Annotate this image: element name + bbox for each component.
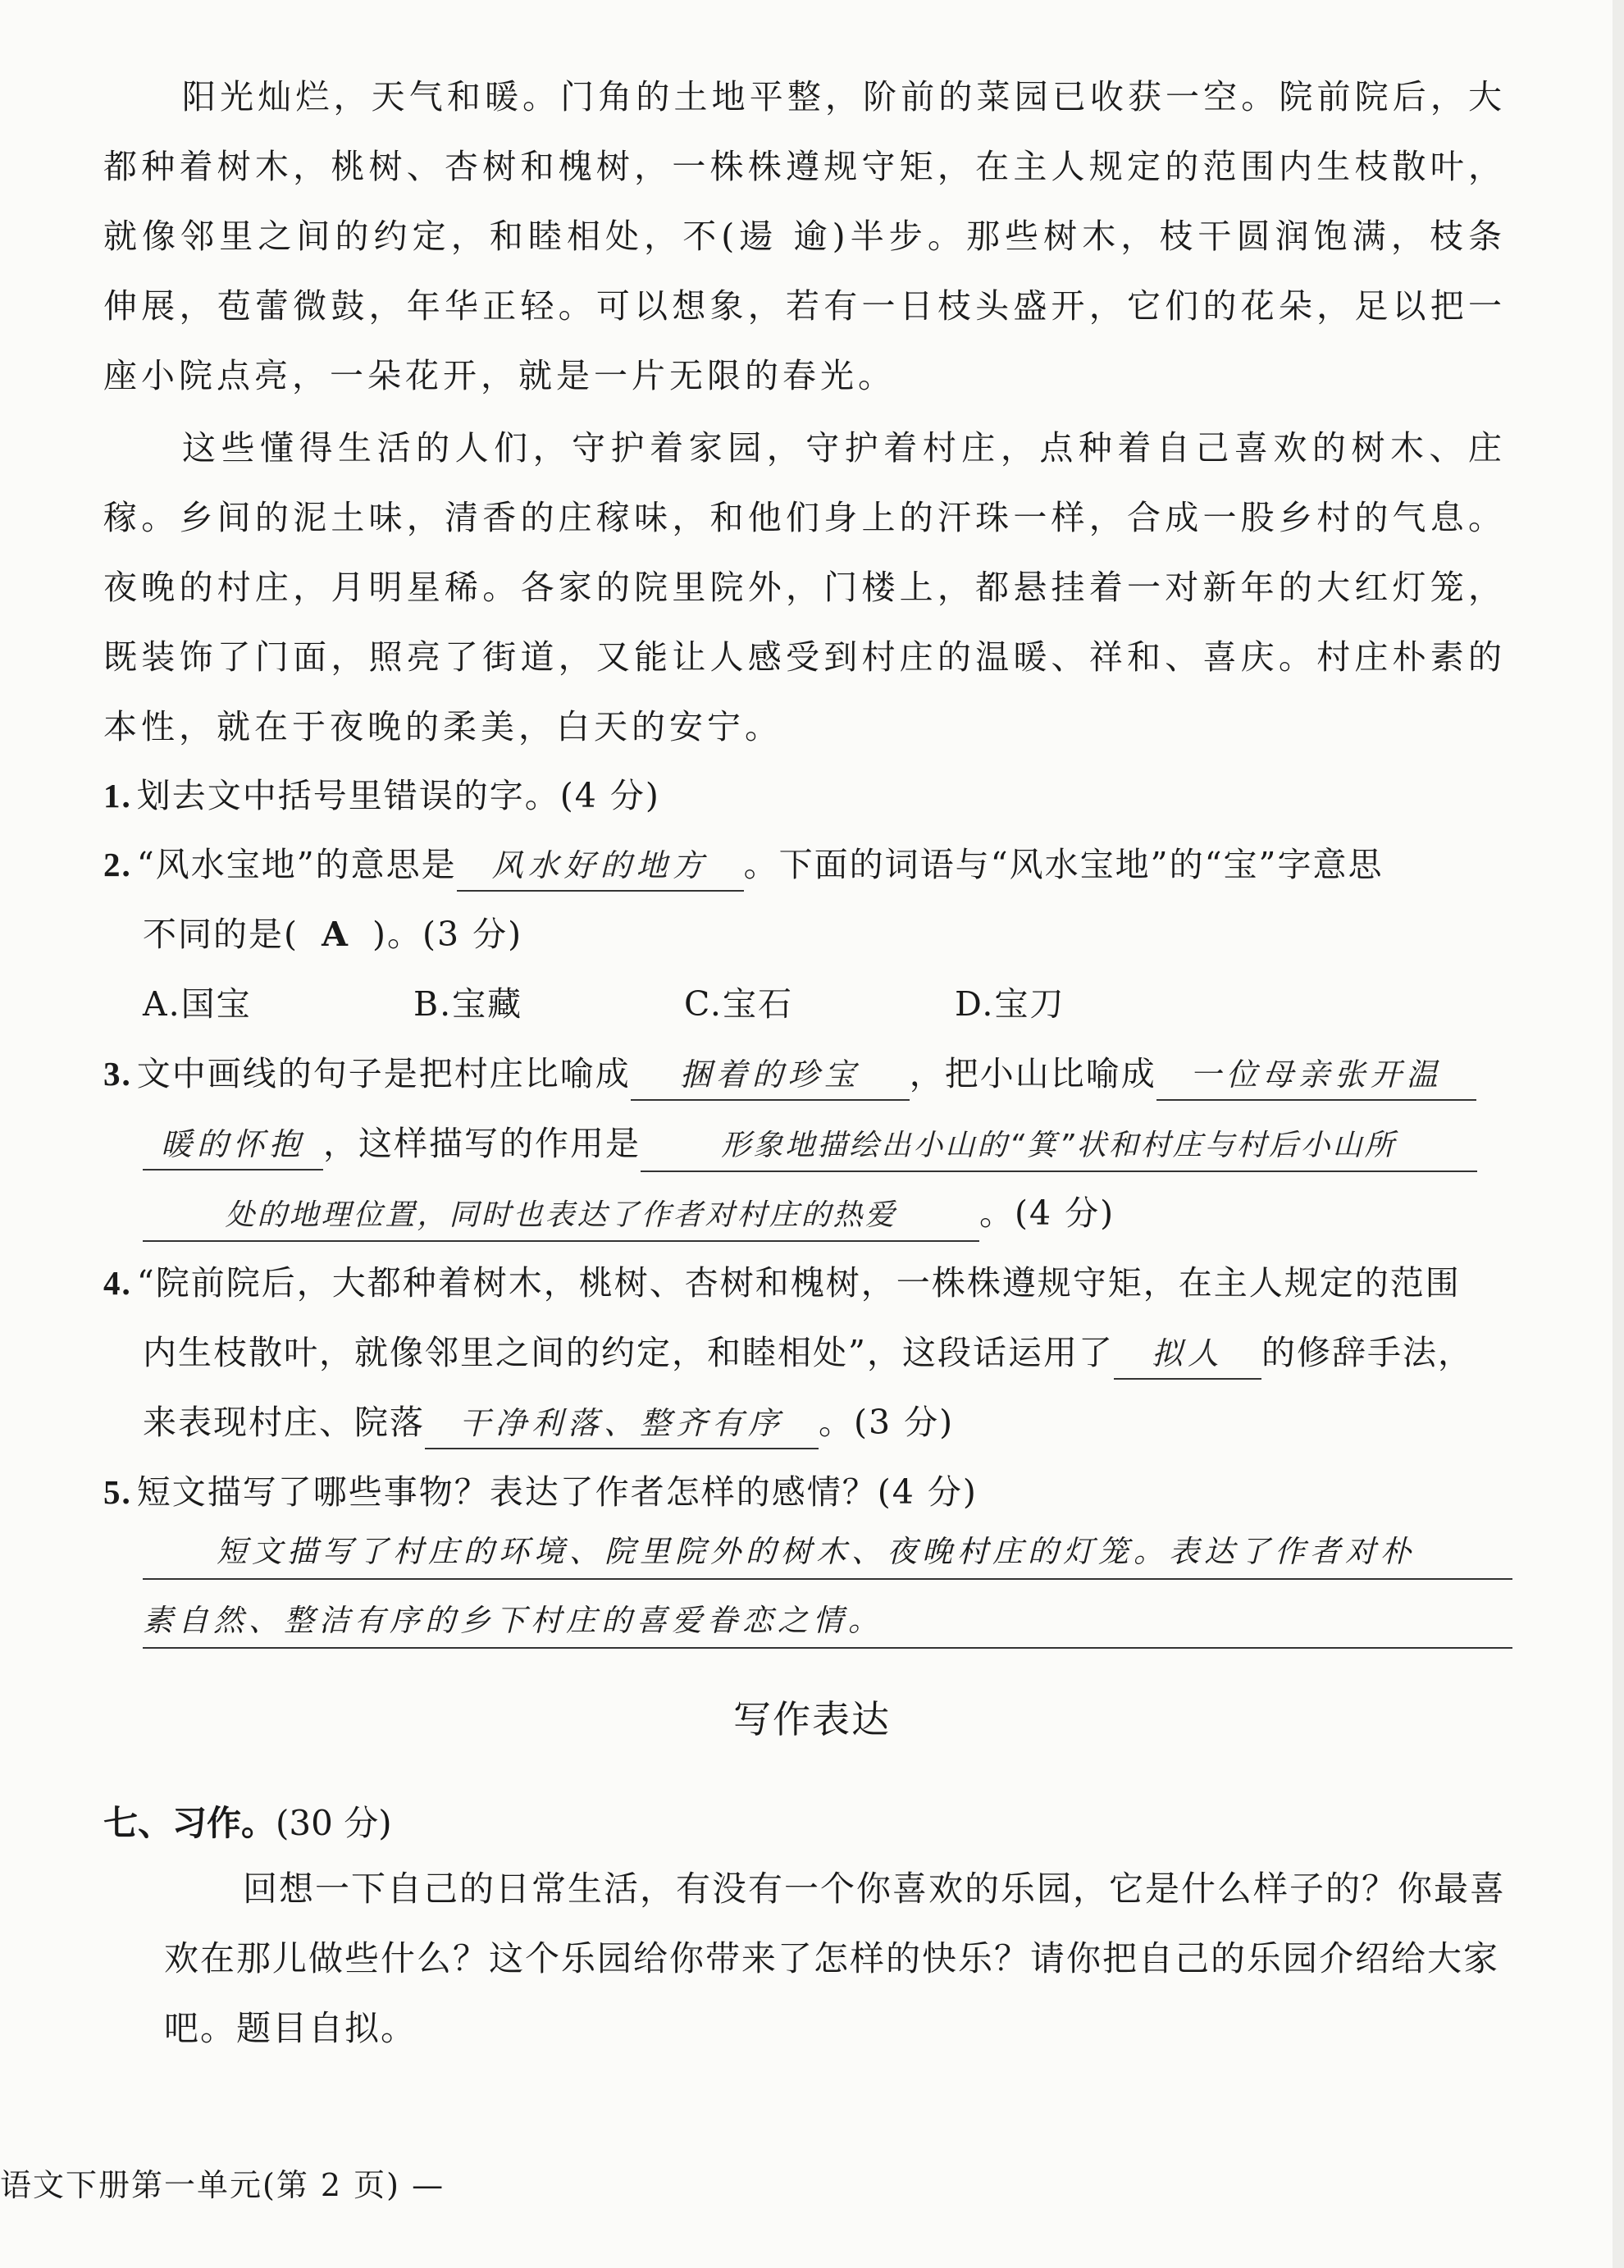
question-number: 5.: [103, 1473, 132, 1511]
question-3-line-2: [143, 1109, 1512, 1179]
writing-prompt: 回想一下自己的日常生活，有没有一个你喜欢的乐园，它是什么样子的？你最喜欢在那儿做些什么？这个乐园给你带来了怎样的快乐？请你把自己的乐园介绍给大家吧。题目自拟。: [164, 1869, 1507, 2048]
part-7-label: 七、习作。: [103, 1803, 276, 1843]
question-1: [103, 761, 1514, 831]
question-text: 短文描写了哪些事物？表达了作者怎样的感情？(4 分): [136, 1472, 978, 1512]
question-text: “院前院后，大都种着树木，桃树、杏树和槐树，一株株遵规守矩，在主人规定的范围: [136, 1263, 1461, 1303]
question-2-continued: [143, 900, 1512, 970]
question-text: 不同的是(: [143, 915, 299, 954]
question-4-line-2: [143, 1318, 1512, 1388]
question-text: 的修辞手法，: [1261, 1333, 1473, 1372]
question-2: [103, 830, 1514, 900]
answer-choice[interactable]: A: [322, 915, 349, 954]
question-text: )。(3 分): [372, 915, 523, 954]
question-text: “风水宝地”的意思是: [136, 845, 457, 884]
question-text: 。(4 分): [979, 1193, 1115, 1233]
page-edge-shadow: [1613, 0, 1624, 2268]
question-text: 。(3 分): [819, 1403, 955, 1442]
section-title: 写作表达: [733, 1697, 891, 1741]
part-7-title: [103, 1796, 392, 1846]
question-number: 2.: [103, 846, 132, 883]
option-b[interactable]: B.宝藏: [413, 984, 523, 1024]
question-text: 文中画线的句子是把村庄比喻成: [136, 1054, 631, 1093]
answer-blank[interactable]: 风水好的地方: [457, 841, 744, 892]
question-number: 3.: [103, 1055, 132, 1093]
question-number: 1.: [103, 777, 132, 815]
page-footer: 语文下册第一单元(第 2 页) —: [0, 2167, 445, 2203]
question-3-line-3: [143, 1179, 1512, 1248]
question-text: 来表现村庄、院落: [143, 1403, 425, 1442]
answer-blank[interactable]: 拟人: [1114, 1329, 1261, 1380]
question-text: ，把小山比喻成: [909, 1054, 1156, 1093]
passage-paragraph-2: 这些懂得生活的人们，守护着家园，守护着村庄，点种着自己喜欢的树木、庄稼。乡间的泥土味，清香的庄稼味，和他们身上的汗珠一样，合成一股乡村的气息。夜晚的村庄，月明星稀。各家的院里院外，门楼上，都悬挂着一对新年的大红灯笼，既装饰了门面，照亮了街道，又能让人感受到村庄的温暖、祥和、喜庆。村庄朴素的本性，就在于夜晚的柔美，白天的安宁。: [103, 428, 1506, 746]
answer-blank[interactable]: 干净利落、整齐有序: [425, 1399, 819, 1449]
passage-paragraph-1: 阳光灿烂，天气和暖。门角的土地平整，阶前的菜园已收获一空。院前院后，大都种着树木，桃树、杏树和槐树，一株株遵规守矩，在主人规定的范围内生枝散叶，就像邻里之间的约定，和睦相处，不(逿 逾)半步。那些树木，枝干圆润饱满，枝条伸展，苞蕾微鼓，年华正轻。可以想象，若有一日枝头盛开，它们的花朵，足以把一座小院点亮，一朵花开，就是一片无限的春光。: [103, 77, 1506, 395]
question-text: 划去文中括号里错误的字。(4 分): [136, 776, 660, 815]
question-number: 4.: [103, 1264, 132, 1302]
option-c[interactable]: C.宝石: [684, 984, 793, 1024]
question-4: [103, 1248, 1514, 1318]
answer-blank[interactable]: 捆着的珍宝: [631, 1050, 910, 1101]
question-text: 。下面的词语与“风水宝地”的“宝”字意思: [743, 845, 1384, 884]
question-text: ，这样描写的作用是: [323, 1124, 641, 1163]
question-5: [103, 1458, 1514, 1527]
option-d[interactable]: D.宝刀: [955, 984, 1065, 1024]
answer-line-2[interactable]: 素自然、整洁有序的乡下村庄的喜爱眷恋之情。: [143, 1596, 1512, 1649]
part-7-score: (30 分): [276, 1803, 392, 1843]
answer-blank[interactable]: 处的地理位置，同时也表达了作者对村庄的热爱: [143, 1191, 979, 1242]
answer-blank[interactable]: 暖的怀抱: [143, 1120, 323, 1171]
answer-blank[interactable]: 一位母亲张开温: [1156, 1050, 1476, 1101]
question-4-line-3: [143, 1388, 1512, 1458]
question-3: [103, 1039, 1514, 1109]
answer-line-1[interactable]: 短文描写了村庄的环境、院里院外的树木、夜晚村庄的灯笼。表达了作者对朴: [143, 1527, 1512, 1580]
question-text: 内生枝散叶，就像邻里之间的约定，和睦相处”，这段话运用了: [143, 1333, 1114, 1372]
options-row: [143, 970, 1512, 1039]
option-a[interactable]: A.国宝: [143, 984, 252, 1024]
answer-blank[interactable]: 形象地描绘出小山的“箕”状和村庄与村后小山所: [641, 1121, 1477, 1172]
